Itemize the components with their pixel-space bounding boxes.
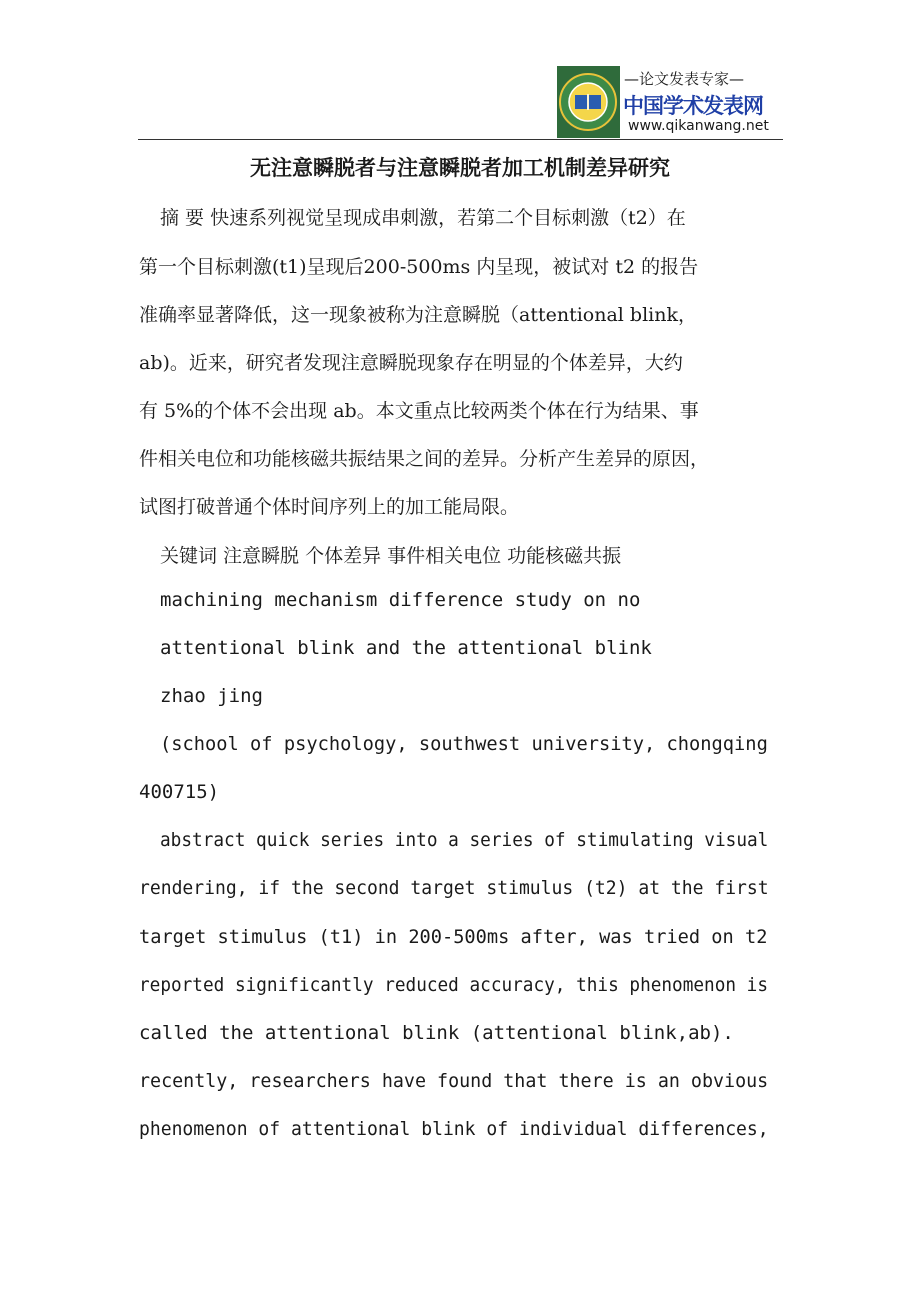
affiliation-line: 400715) [139, 781, 220, 803]
logo-tagline: —论文发表专家— [624, 70, 745, 88]
abstract-cn-line: 试图打破普通个体时间序列上的加工能局限。 [139, 496, 520, 518]
abstract-cn-line: 件相关电位和功能核磁共振结果之间的差异。分析产生差异的原因， [139, 448, 710, 470]
keywords: 关键词 注意瞬脱 个体差异 事件相关电位 功能核磁共振 [160, 545, 622, 567]
seal-emblem-icon [557, 66, 620, 138]
abstract-cn-line: 第一个目标刺激(t1)呈现后200-500ms 内呈现，被试对 t2 的报告 [139, 256, 699, 278]
site-logo[interactable] [557, 66, 780, 138]
affiliation-line: (school of psychology, southwest university, chongqing [160, 733, 768, 755]
logo-url: www.qikanwang.net [628, 118, 769, 134]
abstract-en-line: reported significantly reduced accuracy, this phenomenon is [139, 974, 769, 996]
author-name: zhao jing [160, 685, 263, 707]
abstract-en-line: abstract quick series into a series of stimulating visual [160, 829, 769, 851]
english-title-line: machining mechanism difference study on no [160, 589, 641, 611]
abstract-en-line: target stimulus (t1) in 200-500ms after, was tried on t2 [139, 926, 768, 948]
abstract-cn-line: 准确率显著降低，这一现象被称为注意瞬脱（attentional blink， [139, 304, 697, 326]
abstract-en-line: phenomenon of attentional blink of individual differences, [139, 1118, 769, 1140]
abstract-en-line: recently, researchers have found that there is an obvious [139, 1070, 769, 1092]
abstract-cn-line: 摘 要 快速系列视觉呈现成串刺激，若第二个目标刺激（t2）在 [160, 207, 686, 229]
paper-title: 无注意瞬脱者与注意瞬脱者加工机制差异研究 [250, 155, 670, 180]
abstract-en-line: called the attentional blink (attentional blink,ab). [139, 1022, 734, 1044]
logo-text [620, 66, 780, 138]
logo-brand-name: 中国学术发表网 [623, 94, 763, 118]
english-title-line: attentional blink and the attentional blink [160, 637, 652, 659]
abstract-en-line: rendering, if the second target stimulus (t2) at the first [139, 877, 769, 899]
abstract-cn-line: ab)。近来，研究者发现注意瞬脱现象存在明显的个体差异，大约 [139, 352, 683, 374]
header-rule [138, 139, 783, 140]
abstract-cn-line: 有 5%的个体不会出现 ab。本文重点比较两类个体在行为结果、事 [139, 400, 699, 422]
